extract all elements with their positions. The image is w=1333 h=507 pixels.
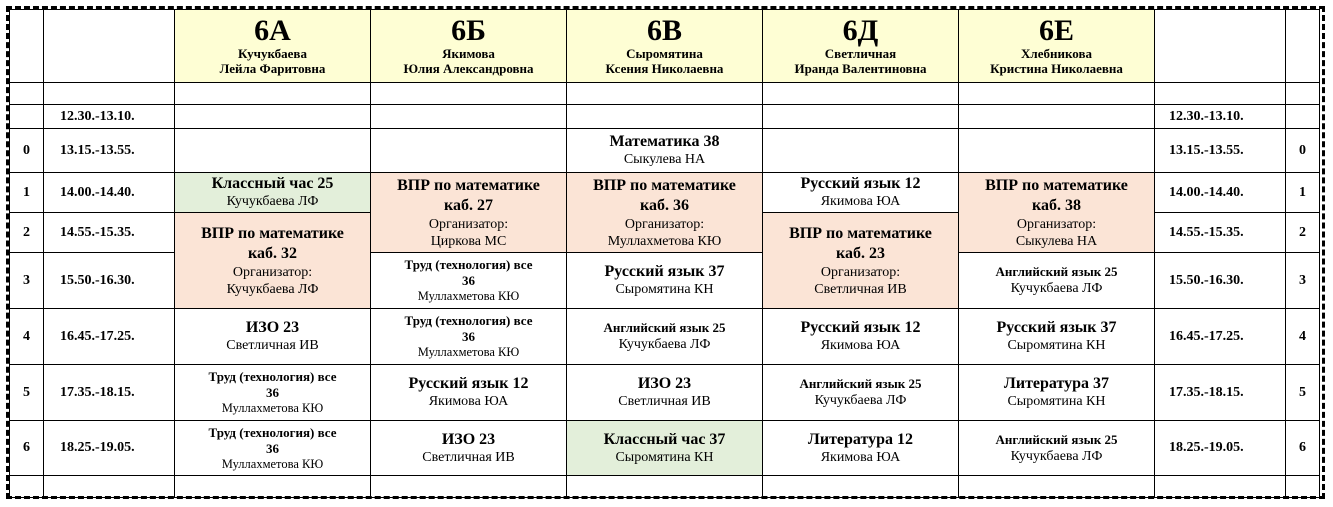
lesson-teacher: Кучукбаева ЛФ xyxy=(618,337,711,352)
class-name: 6В xyxy=(646,14,682,47)
lesson-teacher: Муллахметова КЮ xyxy=(417,345,520,359)
lesson-time: 18.25.-19.05. xyxy=(44,421,175,476)
class-teacher-surname: Светличная xyxy=(824,46,897,61)
spacer-row xyxy=(10,83,1320,105)
lesson-subject: Труд (технология) все xyxy=(208,424,337,440)
lesson-number xyxy=(10,105,44,129)
organizer-label: Организатор: xyxy=(428,216,509,232)
lesson-subject: Труд (технология) все xyxy=(208,369,337,384)
lesson-time-right: 12.30.-13.10. xyxy=(1155,105,1286,129)
class-teacher-name: Ксения Николаевна xyxy=(605,61,724,76)
lesson-teacher: Муллахметова КЮ xyxy=(221,401,324,415)
lesson-cell xyxy=(567,309,763,365)
time-row xyxy=(10,309,1320,365)
lesson-teacher: Светличная ИВ xyxy=(814,281,907,297)
lesson-number: 5 xyxy=(10,365,44,421)
lesson-cell xyxy=(959,309,1155,365)
lesson-time: 14.55.-15.35. xyxy=(44,213,175,253)
lesson-cell xyxy=(763,421,959,476)
lesson-subject: Английский язык 25 xyxy=(603,320,726,335)
class-name: 6Е xyxy=(1038,14,1074,47)
lesson-teacher: Светличная ИВ xyxy=(226,338,319,353)
lesson-teacher: Кучукбаева ЛФ xyxy=(226,281,319,297)
lesson-teacher: Якимова ЮА xyxy=(820,449,901,465)
lesson-cell xyxy=(371,309,567,365)
lesson-teacher: Циркова МС xyxy=(430,233,507,249)
lesson-room: 36 xyxy=(266,440,279,456)
class-teacher-surname: Якимова xyxy=(442,46,495,61)
lesson-cell xyxy=(175,421,371,476)
time-row xyxy=(10,365,1320,421)
lesson-subject: Русский язык 12 xyxy=(800,319,921,336)
class-header-6e xyxy=(959,10,1155,83)
lesson-cell xyxy=(567,365,763,421)
lesson-time-right: 13.15.-13.55. xyxy=(1155,129,1286,173)
lesson-number-right: 4 xyxy=(1286,309,1320,365)
organizer-label: Организатор: xyxy=(232,264,313,280)
lesson-time-right: 17.35.-18.15. xyxy=(1155,365,1286,421)
empty-cell xyxy=(1286,10,1320,83)
lesson-number: 0 xyxy=(10,129,44,173)
lesson-subject: Русский язык 37 xyxy=(996,319,1117,336)
lesson-subject: ВПР по математике xyxy=(985,176,1128,194)
class-name: 6Д xyxy=(842,14,879,47)
lesson-subject: Классный час 25 xyxy=(211,175,334,192)
class-name: 6А xyxy=(254,14,291,47)
lesson-cell xyxy=(959,253,1155,309)
lesson-teacher: Светличная ИВ xyxy=(422,449,515,465)
lesson-number-right: 5 xyxy=(1286,365,1320,421)
lesson-number-right: 2 xyxy=(1286,213,1320,253)
organizer-label: Организатор: xyxy=(1016,216,1097,232)
time-row xyxy=(10,173,1320,213)
class-teacher-surname: Сыромятина xyxy=(626,46,703,61)
lesson-time-right: 14.55.-15.35. xyxy=(1155,213,1286,253)
lesson-cell xyxy=(959,365,1155,421)
lesson-number: 3 xyxy=(10,253,44,309)
vpr-cell xyxy=(567,173,763,253)
lesson-time-right: 16.45.-17.25. xyxy=(1155,309,1286,365)
lesson-number: 6 xyxy=(10,421,44,476)
lesson-teacher: Сыромятина КН xyxy=(1007,394,1106,409)
class-teacher-name: Лейла Фаритовна xyxy=(219,61,326,76)
lesson-teacher: Сыромятина КН xyxy=(1007,338,1106,353)
lesson-number: 1 xyxy=(10,173,44,213)
lesson-room: 36 xyxy=(266,385,279,400)
lesson-number-right: 0 xyxy=(1286,129,1320,173)
class-teacher-name: Иранда Валентиновна xyxy=(794,61,927,76)
lesson-cell xyxy=(371,365,567,421)
vpr-cell xyxy=(763,213,959,309)
lesson-subject: Русский язык 12 xyxy=(800,175,921,192)
lesson-time-right: 18.25.-19.05. xyxy=(1155,421,1286,476)
lesson-subject: Труд (технология) все xyxy=(404,257,533,272)
lesson-room: каб. 38 xyxy=(1032,196,1081,214)
lesson-time: 12.30.-13.10. xyxy=(44,105,175,129)
empty-cell xyxy=(1155,10,1286,83)
lesson-cell xyxy=(567,129,763,173)
lesson-room: каб. 36 xyxy=(640,196,689,214)
lesson-room: каб. 23 xyxy=(836,244,885,262)
class-teacher-name: Юлия Александровна xyxy=(403,61,534,76)
class-teacher-surname: Хлебникова xyxy=(1021,46,1092,61)
lesson-subject: Русский язык 37 xyxy=(604,263,725,280)
class-teacher-surname: Кучукбаева xyxy=(238,46,307,61)
lesson-number-right: 1 xyxy=(1286,173,1320,213)
lesson-time: 16.45.-17.25. xyxy=(44,309,175,365)
lesson-number: 4 xyxy=(10,309,44,365)
lesson-teacher: Муллахметова КЮ xyxy=(607,233,722,249)
lesson-teacher: Кучукбаева ЛФ xyxy=(1010,281,1103,296)
schedule-table xyxy=(9,9,1320,498)
lesson-cell xyxy=(567,421,763,476)
lesson-subject: Английский язык 25 xyxy=(799,376,922,391)
lesson-cell xyxy=(175,173,371,213)
lesson-time-right: 15.50.-16.30. xyxy=(1155,253,1286,309)
lesson-teacher: Якимова ЮА xyxy=(820,338,901,353)
lesson-number: 2 xyxy=(10,213,44,253)
organizer-label: Организатор: xyxy=(820,264,901,280)
class-teacher-name: Кристина Николаевна xyxy=(990,61,1123,76)
empty-cell xyxy=(10,10,44,83)
lesson-subject: ИЗО 23 xyxy=(441,430,496,448)
lesson-cell xyxy=(371,253,567,309)
lesson-subject: Русский язык 12 xyxy=(408,375,529,392)
lesson-room: 36 xyxy=(462,329,475,344)
lesson-subject: Математика 38 xyxy=(609,133,720,150)
lesson-cell xyxy=(175,309,371,365)
lesson-subject: Труд (технология) все xyxy=(404,313,533,328)
lesson-teacher: Светличная ИВ xyxy=(618,394,711,409)
lesson-teacher: Кучукбаева ЛФ xyxy=(814,393,907,408)
lesson-subject: ИЗО 23 xyxy=(245,319,300,336)
lesson-subject: Английский язык 25 xyxy=(995,264,1118,279)
lesson-time-right: 14.00.-14.40. xyxy=(1155,173,1286,213)
lesson-time: 13.15.-13.55. xyxy=(44,129,175,173)
lesson-teacher: Сыкулева НА xyxy=(623,152,706,167)
lesson-subject: ИЗО 23 xyxy=(637,375,692,392)
lesson-teacher: Якимова ЮА xyxy=(820,194,901,209)
vpr-cell xyxy=(175,213,371,309)
lesson-teacher: Сыромятина КН xyxy=(615,449,714,465)
lesson-subject: ВПР по математике xyxy=(593,176,736,194)
lesson-subject: Литература 37 xyxy=(1003,375,1110,392)
class-header-6a xyxy=(175,10,371,83)
lesson-subject: Английский язык 25 xyxy=(995,431,1118,447)
lesson-room: каб. 32 xyxy=(248,244,297,262)
lesson-subject: Литература 12 xyxy=(807,430,914,448)
header-row xyxy=(10,10,1320,83)
organizer-label: Организатор: xyxy=(624,216,705,232)
class-name: 6Б xyxy=(451,14,486,47)
lesson-teacher: Муллахметова КЮ xyxy=(221,456,324,471)
lesson-cell xyxy=(567,253,763,309)
time-row xyxy=(10,129,1320,173)
lesson-number-right: 3 xyxy=(1286,253,1320,309)
lesson-cell xyxy=(959,421,1155,476)
lesson-subject: ВПР по математике xyxy=(201,224,344,242)
lesson-cell xyxy=(763,173,959,213)
lesson-teacher: Кучукбаева ЛФ xyxy=(226,194,319,209)
lesson-number-right xyxy=(1286,105,1320,129)
lesson-time: 14.00.-14.40. xyxy=(44,173,175,213)
lesson-teacher: Сыкулева НА xyxy=(1015,233,1098,249)
class-header-6d xyxy=(763,10,959,83)
lesson-cell xyxy=(763,365,959,421)
empty-cell xyxy=(44,10,175,83)
lesson-time: 15.50.-16.30. xyxy=(44,253,175,309)
time-row xyxy=(10,105,1320,129)
lesson-teacher: Якимова ЮА xyxy=(428,394,509,409)
lesson-teacher: Кучукбаева ЛФ xyxy=(1010,448,1103,464)
lesson-subject: ВПР по математике xyxy=(397,176,540,194)
spacer-row xyxy=(10,476,1320,498)
lesson-time: 17.35.-18.15. xyxy=(44,365,175,421)
vpr-cell xyxy=(959,173,1155,253)
lesson-cell xyxy=(175,365,371,421)
lesson-cell xyxy=(763,309,959,365)
vpr-cell xyxy=(371,173,567,253)
lesson-cell xyxy=(371,421,567,476)
lesson-subject: ВПР по математике xyxy=(789,224,932,242)
lesson-teacher: Сыромятина КН xyxy=(615,282,714,297)
lesson-subject: Классный час 37 xyxy=(603,430,726,448)
time-row xyxy=(10,421,1320,476)
class-header-6b xyxy=(371,10,567,83)
class-header-6v xyxy=(567,10,763,83)
lesson-room: 36 xyxy=(462,273,475,288)
lesson-teacher: Муллахметова КЮ xyxy=(417,289,520,303)
lesson-room: каб. 27 xyxy=(444,196,493,214)
lesson-number-right: 6 xyxy=(1286,421,1320,476)
